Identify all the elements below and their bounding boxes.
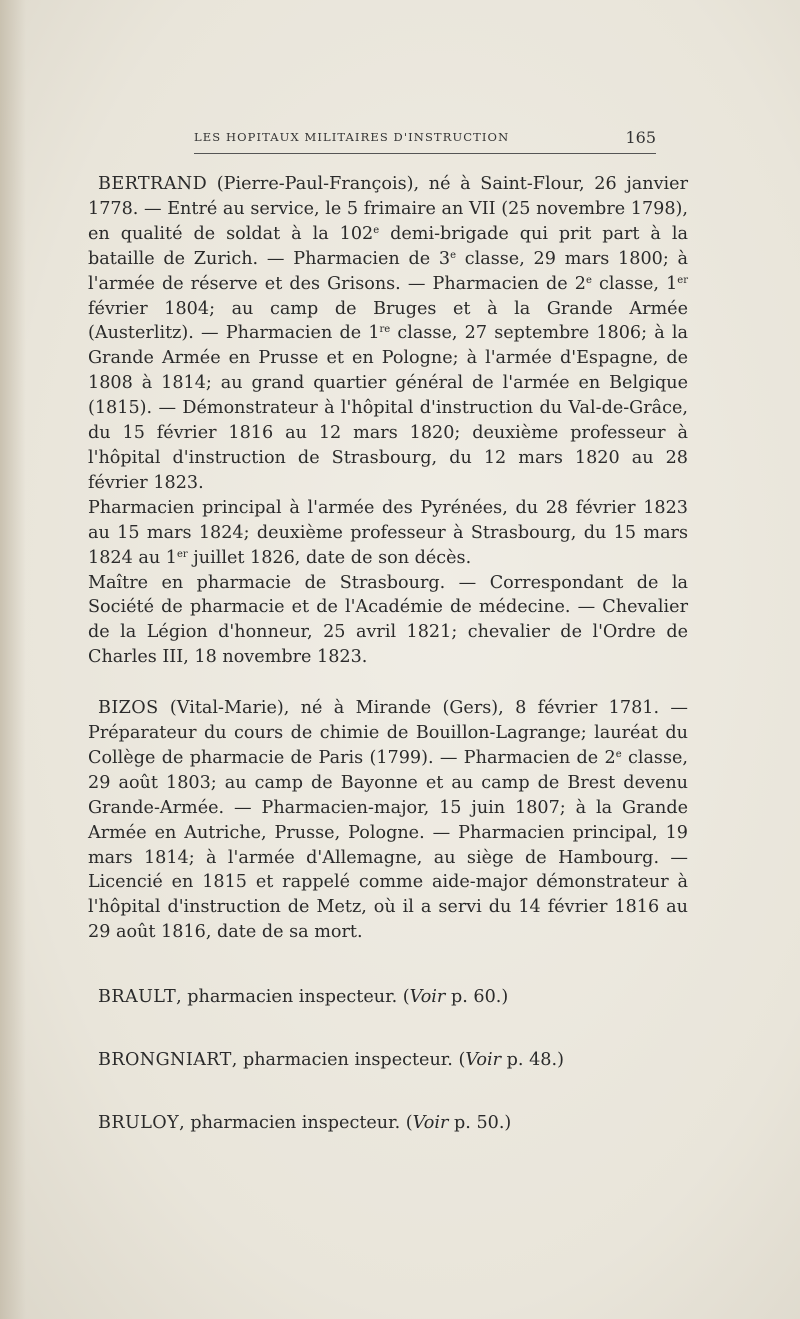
page-number: 165 <box>625 128 656 147</box>
entry-text: classe, 29 mars 1800; à l'armée de réserve et des Grisons. — Pharmacien de 2 <box>88 248 688 294</box>
biography-entry <box>88 1111 688 1136</box>
cross-reference-voir: Voir <box>409 987 446 1008</box>
entry-text: , pharmacien inspecteur. ( <box>176 987 410 1008</box>
entry-text: p. 50.) <box>448 1113 512 1133</box>
entry-paragraph <box>88 496 688 571</box>
running-title: LES HOPITAUX MILITAIRES D'INSTRUCTION <box>194 130 510 144</box>
biography-entry <box>88 172 688 670</box>
ordinal-superscript: e <box>586 274 592 286</box>
entry-text: p. 60.) <box>445 987 509 1008</box>
entry-surname: BERTRAND <box>98 174 208 194</box>
biography-entry <box>88 696 688 945</box>
entry-paragraph-first <box>88 172 688 496</box>
entry-paragraph <box>88 571 688 671</box>
entry-text: juillet 1826, date de son décès. <box>187 547 472 568</box>
ordinal-superscript: e <box>373 224 380 236</box>
entry-text: (Pierre-Paul-François), né à Saint-Flour, 26 janvier 1778. — Entré au service, le 5 frimaire an VII (25 novembre 1798), en qualité de soldat à la 102 <box>88 174 688 244</box>
ordinal-superscript: re <box>379 324 391 336</box>
biography-entry <box>88 1048 688 1073</box>
entry-text: p. 48.) <box>501 1050 564 1071</box>
entry-paragraph-first <box>88 985 688 1010</box>
page-header <box>194 128 656 150</box>
entry-text: Maître en pharmacie de Strasbourg. — Correspondant de la Société de pharmacie et de l'Académie de médecine. — Chevalier de la Légion d'honneur, 25 avril 1821; chevalier de l'Ordre de Charles III, 18 novembre 1823. <box>88 572 688 668</box>
cross-reference-voir: Voir <box>465 1050 502 1071</box>
entry-paragraph-first <box>88 1111 688 1136</box>
header-rule <box>194 153 656 154</box>
page-edge-shadow <box>0 0 26 1319</box>
entry-text: classe, 1 <box>591 273 678 294</box>
entry-surname: BIZOS <box>98 698 159 719</box>
entry-paragraph-first <box>88 696 688 945</box>
page-body <box>88 172 688 1136</box>
entry-text: , pharmacien inspecteur. ( <box>179 1113 413 1133</box>
entry-surname: BRONGNIART <box>98 1050 232 1071</box>
entry-surname: BRULOY <box>98 1113 180 1133</box>
entry-text: (Vital-Marie), né à Mirande (Gers), 8 février 1781. — Préparateur du cours de chimie de Bouillon-Lagrange; lauréat du Collège de pharmacie de Paris (1799). — Pharmacien de 2 <box>88 698 688 768</box>
ordinal-superscript: er <box>176 548 188 560</box>
ordinal-superscript: er <box>677 274 688 286</box>
entry-paragraph-first <box>88 1048 688 1073</box>
ordinal-superscript: e <box>615 748 622 760</box>
entry-surname: BRAULT <box>98 987 177 1008</box>
entry-text: demi-brigade qui prit part à la bataille de Zurich. — Pharmacien de 3 <box>88 223 688 269</box>
entry-text: , pharmacien inspecteur. ( <box>231 1050 466 1071</box>
entry-text: classe, 27 septembre 1806; à la Grande Armée en Prusse et en Pologne; à l'armée d'Espagne, de 1808 à 1814; au grand quartier général de l'armée en Belgique (1815). — Démonstrateur à l'hôpital d'instruction du Val-de-Grâce, du 15 février 1816 au 12 mars 1820; deuxième professeur à l'hôpital d'instruction de Strasbourg, du 12 mars 1820 au 28 février 1823. <box>88 323 688 493</box>
entry-text: classe, 29 août 1803; au camp de Bayonne et au camp de Brest devenu Grande-Armée. — Pharmacien-major, 15 juin 1807; à la Grande Armée en Autriche, Prusse, Pologne. — Pharmacien principal, 19 mars 1814; à l'armée d'Allemagne, au siège de Hambourg. — Licencié en 1815 et rappelé comme aide-major démonstrateur à l'hôpital d'instruction de Metz, où il a servi du 14 février 1816 au 29 août 1816, date de sa mort. <box>88 747 688 943</box>
ordinal-superscript: e <box>450 249 457 261</box>
entry-text: Pharmacien principal à l'armée des Pyrénées, du 28 février 1823 au 15 mars 1824; deuxième professeur à Strasbourg, du 15 mars 1824 au 1 <box>88 497 688 568</box>
entry-text: février 1804; au camp de Bruges et à la Grande Armée (Austerlitz). — Pharmacien de 1 <box>88 298 688 344</box>
cross-reference-voir: Voir <box>412 1113 449 1133</box>
biography-entry <box>88 985 688 1010</box>
